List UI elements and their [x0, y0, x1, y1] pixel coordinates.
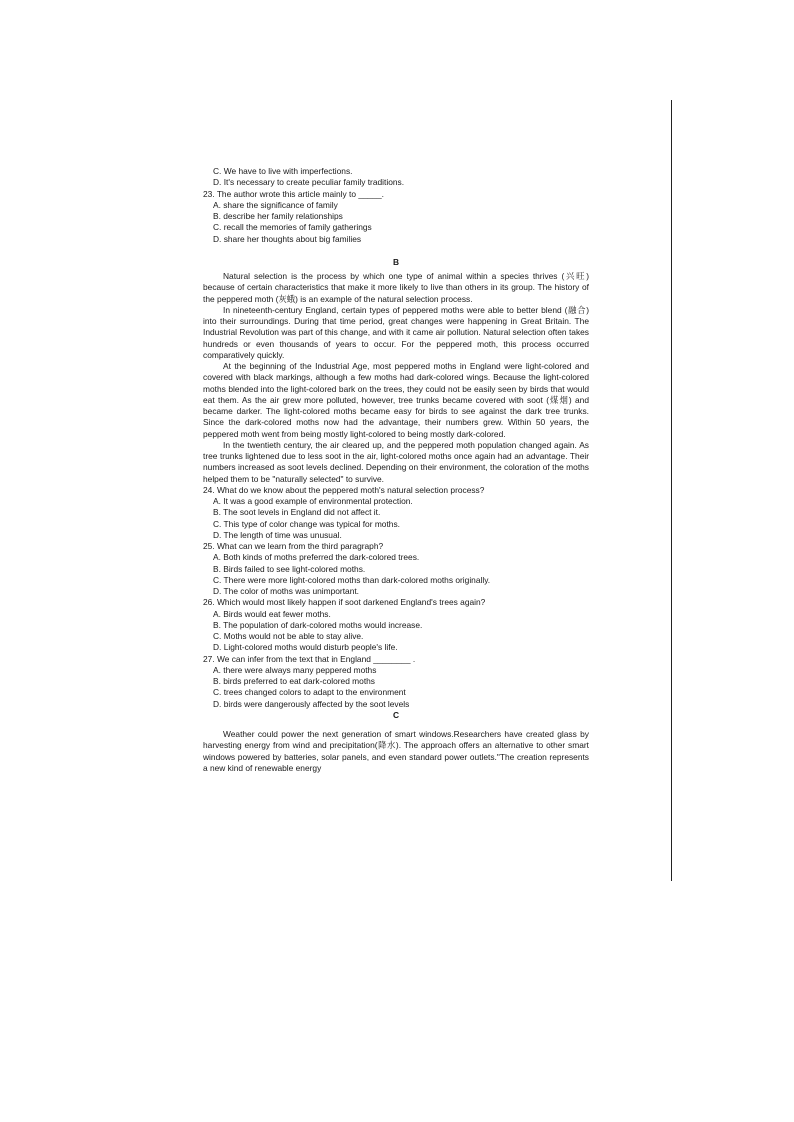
q23-option-a: A. share the significance of family: [213, 199, 338, 210]
q26-option-a: A. Birds would eat fewer moths.: [213, 608, 331, 619]
q24-option-d: D. The length of time was unusual.: [213, 529, 342, 540]
section-b-paragraph-3: At the beginning of the Industrial Age, most peppered moths in England were light-colored and covered with black markings, although a few moths had dark-colored wings. Because the light-colored moths blended into the light-colored bark on the trees, they could not be easily seen by birds that would eat them. As the air grew more polluted, however, tree trunks became covered with soot (煤烟) and became darker. The light-colored moths became easy for birds to see against the dark tree trunks. Since the dark-colored moths now had the advantage, their numbers grew. Within 50 years, the peppered moth went from being mostly light-colored to being mostly dark-colored.: [203, 361, 589, 439]
q26-option-c: C. Moths would not be able to stay alive.: [213, 631, 364, 641]
section-b-label: B: [392, 256, 400, 267]
q27-option-a: A. there were always many peppered moths: [213, 664, 377, 675]
q27-option-d: D. birds were dangerously affected by the soot levels: [213, 698, 410, 709]
page-divider-line: [671, 100, 672, 881]
q25-option-d: D. The color of moths was unimportant.: [213, 586, 360, 596]
section-b-paragraph-4: In the twentieth century, the air cleared up, and the peppered moth population changed again. As tree trunks lightened due to less soot in the air, light-colored moths once again had an advantage. Their numbers increased as soot levels declined. Depending on their environment, the coloration of the moths helped them to be "naturally selected" to survive.: [203, 439, 589, 484]
q25-option-a: A. Both kinds of moths preferred the dark-colored trees.: [213, 552, 420, 563]
q27-option-c: C. trees changed colors to adapt to the environment: [213, 687, 406, 698]
q25-stem: 25. What can we learn from the third paragraph?: [203, 541, 384, 551]
q24-option-a: A. It was a good example of environmental protection.: [213, 496, 413, 506]
q26-stem: 26. Which would most likely happen if soot darkened England's trees again?: [203, 597, 486, 608]
q23-option-d: D. share her thoughts about big families: [213, 233, 362, 244]
q26-option-b: B. The population of dark-colored moths would increase.: [213, 619, 423, 630]
q23-option-c: C. recall the memories of family gatherings: [213, 222, 372, 233]
q26-option-d: D. Light-colored moths would disturb people's life.: [213, 642, 398, 653]
exam-page-content: [203, 166, 589, 774]
section-b-paragraph-2: In nineteenth-century England, certain types of peppered moths were able to better blend (融合) into their surroundings. During that time period, great changes were happening in Great Britain. The Industrial Revolution was part of this change, and with it came air pollution. Natural selection often takes hundreds or even thousands of years to occur. For the peppered moth, this process occurred comparatively quickly.: [203, 304, 589, 360]
section-c-label: C: [392, 709, 400, 720]
q25-option-c: C. There were more light-colored moths than dark-colored moths originally.: [213, 574, 491, 585]
q24-option-c: C. This type of color change was typical for moths.: [213, 518, 400, 529]
q24-option-b: B. The soot levels in England did not affect it.: [213, 507, 381, 518]
q23-stem: 23. The author wrote this article mainly to _____.: [203, 188, 384, 199]
section-b-paragraph-1: Natural selection is the process by which one type of animal within a species thrives (兴旺) because of certain characteristics that make it more likely to live than others in its group. The history of the peppered moth (灰蛾) is an example of the natural selection process.: [203, 271, 589, 304]
q24-stem: 24. What do we know about the peppered moth's natural selection process?: [203, 484, 485, 495]
q22-option-c: C. We have to live with imperfections.: [213, 166, 353, 176]
section-c-paragraph-1: Weather could power the next generation of smart windows.Researchers have created glass by harvesting energy from wind and precipitation(降水). The approach offers an alternative to other smart windows powered by batteries, solar panels, and even standard power outlets."The creation represents a new kind of renewable energy: [203, 729, 589, 773]
q25-option-b: B. Birds failed to see light-colored moths.: [213, 563, 366, 574]
q23-option-b: B. describe her family relationships: [213, 211, 343, 221]
q27-option-b: B. birds preferred to eat dark-colored moths: [213, 676, 375, 686]
q22-option-d: D. It's necessary to create peculiar family traditions.: [213, 177, 405, 188]
q27-stem: 27. We can infer from the text that in England ________ .: [203, 653, 416, 664]
